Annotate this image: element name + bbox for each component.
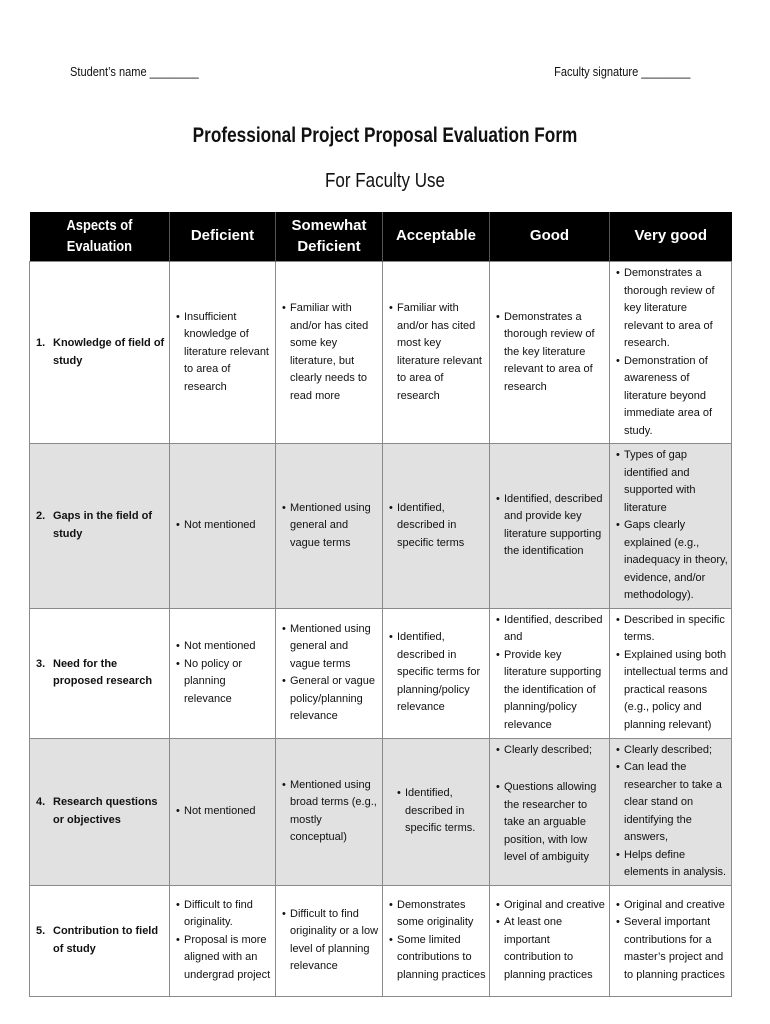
list-item: • Identified, described in specific terms.: [397, 785, 486, 838]
list-item: • Proposal is more aligned with an undergrad project: [176, 932, 272, 985]
very-good-cell: [610, 738, 732, 885]
form-title: Professional Project Proposal Evaluation Form: [192, 124, 578, 147]
list-item: • Clearly described;: [496, 742, 606, 760]
evaluation-rubric-table: [29, 212, 732, 997]
good-cell: [490, 262, 610, 444]
list-item: • General or vague policy/planning relevance: [282, 673, 379, 726]
table-row: [30, 444, 732, 609]
very-good-cell: [610, 262, 732, 444]
acceptable-cell: [383, 885, 490, 996]
somewhat-deficient-cell: [276, 444, 383, 609]
list-item: • Difficult to find originality or a low level of planning relevance: [282, 906, 379, 976]
somewhat-deficient-cell: [276, 885, 383, 996]
very-good-cell: [610, 444, 732, 609]
list-item: • Demonstrates a thorough review of key literature relevant to area of research.: [616, 265, 728, 353]
deficient-cell: [170, 262, 276, 444]
list-item: • Can lead the researcher to take a clear stand on identifying the answers,: [616, 759, 728, 847]
list-item: • Familiar with and/or has cited some key literature, but clearly needs to read more: [282, 300, 379, 405]
list-item: • Questions allowing the researcher to take an arguable position, with low level of ambiguity: [496, 779, 606, 867]
good-cell: [490, 608, 610, 738]
list-item: • Difficult to find originality.: [176, 897, 272, 932]
list-item: • Original and creative: [616, 897, 728, 915]
deficient-cell: [170, 738, 276, 885]
column-header-very-good: Very good: [610, 212, 732, 262]
table-row: [30, 262, 732, 444]
column-header-aspects: Aspects of Evaluation: [30, 212, 170, 262]
list-item: • Demonstrates some originality: [389, 897, 486, 932]
list-item: • Not mentioned: [176, 803, 272, 821]
deficient-cell: [170, 885, 276, 996]
somewhat-deficient-cell: [276, 738, 383, 885]
list-item: • Described in specific terms.: [616, 612, 728, 647]
aspect-cell: 2. Gaps in the field of study: [30, 444, 170, 609]
acceptable-cell: [383, 444, 490, 609]
table-row: [30, 608, 732, 738]
column-header-deficient: Deficient: [170, 212, 276, 262]
list-item: • Mentioned using general and vague terms: [282, 500, 379, 553]
list-item: • Mentioned using broad terms (e.g., mostly conceptual): [282, 777, 379, 847]
deficient-cell: [170, 608, 276, 738]
column-header-good: Good: [490, 212, 610, 262]
list-item: • Mentioned using general and vague terms: [282, 621, 379, 674]
aspect-cell: 3. Need for the proposed research: [30, 608, 170, 738]
list-item: • Demonstrates a thorough review of the key literature relevant to area of research: [496, 309, 606, 397]
list-item: • Helps define elements in analysis.: [616, 847, 728, 882]
form-subtitle: For Faculty Use: [325, 170, 445, 192]
list-item: • Identified, described in specific terms for planning/policy relevance: [389, 629, 486, 717]
aspect-cell: 1. Knowledge of field of study: [30, 262, 170, 444]
list-item: • Not mentioned: [176, 638, 272, 656]
aspect-cell: 4. Research questions or objectives: [30, 738, 170, 885]
acceptable-cell: [383, 608, 490, 738]
student-name-field: Student’s name ________: [70, 64, 199, 79]
column-header-acceptable: Acceptable: [383, 212, 490, 262]
very-good-cell: [610, 608, 732, 738]
list-item: • Provide key literature supporting the identification of planning/policy relevance: [496, 647, 606, 735]
good-cell: [490, 738, 610, 885]
list-item: • Some limited contributions to planning practices: [389, 932, 486, 985]
good-cell: [490, 885, 610, 996]
list-item: • At least one important contribution to planning practices: [496, 914, 606, 984]
acceptable-cell: [383, 738, 490, 885]
table-header-row: [30, 212, 732, 262]
list-item: • Insufficient knowledge of literature relevant to area of research: [176, 309, 272, 397]
faculty-signature-field: Faculty signature ________: [553, 64, 690, 79]
column-header-somewhat-deficient: Somewhat Deficient: [276, 212, 383, 262]
list-item: • Original and creative: [496, 897, 606, 915]
list-item: • Not mentioned: [176, 517, 272, 535]
deficient-cell: [170, 444, 276, 609]
list-item: • Identified, described and: [496, 612, 606, 647]
list-item: • Types of gap identified and supported with literature: [616, 447, 728, 517]
list-item: • Explained using both intellectual terms and practical reasons (e.g., policy and planning relevant): [616, 647, 728, 735]
table-row: [30, 738, 732, 885]
aspect-cell: 5. Contribution to field of study: [30, 885, 170, 996]
list-item: • Familiar with and/or has cited most key literature relevant to area of research: [389, 300, 486, 405]
good-cell: [490, 444, 610, 609]
list-item: • Several important contributions for a master’s project and to planning practices: [616, 914, 728, 984]
list-item: • Gaps clearly explained (e.g., inadequacy in theory, evidence, and/or methodology).: [616, 517, 728, 605]
somewhat-deficient-cell: [276, 262, 383, 444]
somewhat-deficient-cell: [276, 608, 383, 738]
table-row: [30, 885, 732, 996]
list-item: • Identified, described in specific terms: [389, 500, 486, 553]
list-item: • No policy or planning relevance: [176, 656, 272, 709]
list-item: • Identified, described and provide key literature supporting the identification: [496, 491, 606, 561]
list-item: • Demonstration of awareness of literature beyond immediate area of study.: [616, 353, 728, 441]
list-item: • Clearly described;: [616, 742, 728, 760]
acceptable-cell: [383, 262, 490, 444]
very-good-cell: [610, 885, 732, 996]
